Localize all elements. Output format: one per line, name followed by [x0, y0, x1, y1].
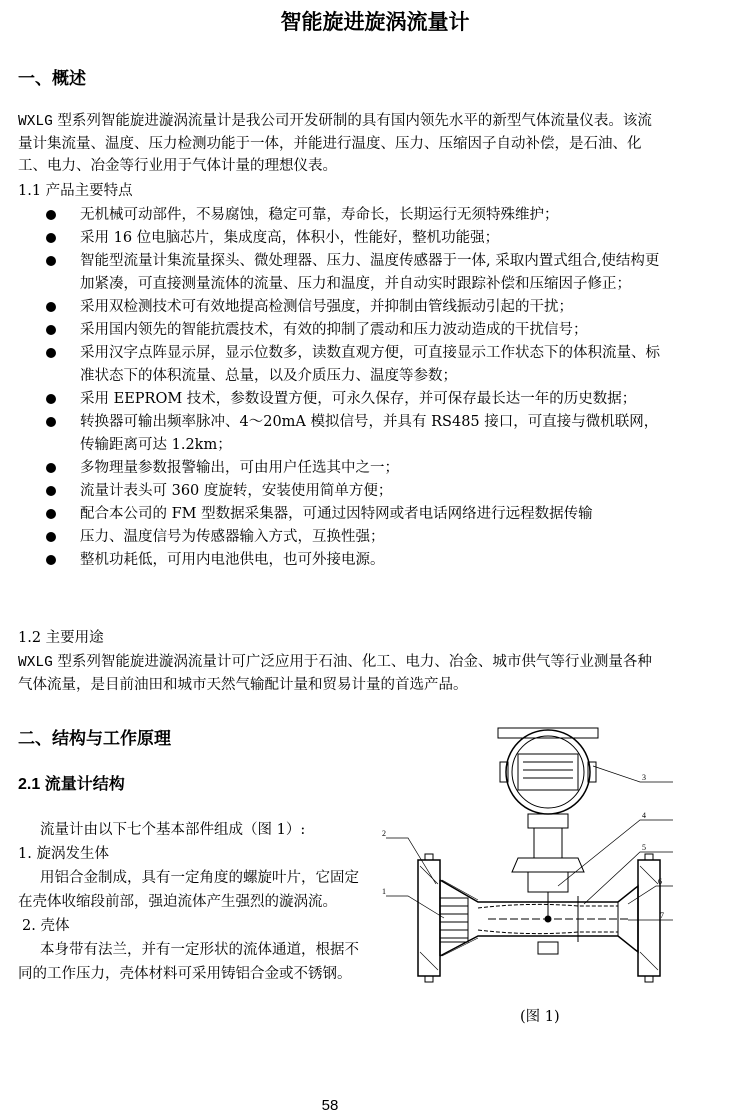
usage-text: 型系列智能旋进漩涡流量计可广泛应用于石油、化工、电力、冶金、城市供气等行业测量各种气体流量，是目前油田和城市天然气输配计量和贸易计量的首选产品。 [18, 654, 652, 693]
list-item: 多物理量参数报警输出，可由用户任选其中之一； [0, 457, 660, 480]
section-2-heading: 二、结构与工作原理 [18, 729, 171, 748]
neck [534, 828, 562, 858]
display-screen [518, 754, 578, 790]
part-2-title: 2. 壳体 [22, 918, 70, 934]
subsection-1-2-heading: 1.2 主要用途 [18, 630, 104, 646]
bullet-icon [46, 463, 56, 473]
list-item: 采用汉字点阵显示屏，显示位数多，读数直观方便，可直接显示工作状态下的体积流量、标准状态下的体积流量、总量，以及介质压力、温度等参数； [0, 342, 660, 388]
part-1-text: 用铝合金制成，具有一定角度的螺旋叶片，它固定在壳体收缩段前部，强迫流体产生强烈的漩涡流。 [18, 870, 359, 910]
diagram-label-1: 1 [382, 887, 386, 896]
list-item: 采用国内领先的智能抗震技术，有效的抑制了震动和压力波动造成的干扰信号； [0, 319, 660, 342]
neck-flange [512, 858, 584, 872]
swirler [440, 898, 468, 942]
list-item: 采用双检测技术可有效地提高检测信号强度，并抑制由管线振动引起的干扰； [0, 296, 660, 319]
list-item: 智能型流量计集流量探头、微处理器、压力、温度传感器于一体, 采取内置式组合,使结构更加紧凑，可直接测量流体的流量、压力和温度，并自动实时跟踪补偿和压缩因子修正； [0, 250, 660, 296]
flowmeter-diagram [378, 726, 678, 1016]
intro-paragraph [18, 110, 658, 177]
display-housing [506, 730, 590, 814]
page-number: 58 [321, 1097, 339, 1114]
list-item: 压力、温度信号为传感器输入方式，互换性强； [0, 526, 660, 549]
list-item: 流量计表头可 360 度旋转，安装使用简单方便； [0, 480, 660, 503]
bullet-icon [46, 348, 56, 358]
bullet-icon [46, 302, 56, 312]
bullet-icon [46, 233, 56, 243]
list-item: 采用 EEPROM 技术，参数设置方便，可永久保存，并可保存最长达一年的历史数据； [0, 388, 660, 411]
subsection-2-1-heading: 2.1 流量计结构 [18, 776, 125, 793]
usage-model: WXLG [18, 655, 53, 671]
left-flange [418, 860, 440, 976]
intro-model: WXLG [18, 114, 53, 130]
right-flange [638, 860, 660, 976]
list-item: 配合本公司的 FM 型数据采集器，可通过因特网或者电话网络进行远程数据传输 [0, 503, 660, 526]
neck-ring [528, 814, 568, 828]
usage-paragraph [18, 651, 658, 696]
diagram-label-4: 4 [642, 811, 646, 820]
bullet-icon [46, 325, 56, 335]
figure-caption: (图 1) [520, 1009, 560, 1025]
part-2-text: 本身带有法兰，并有一定形状的流体通道，根据不同的工作压力，壳体材料可采用铸铝合金或不锈钢。 [18, 942, 359, 982]
diagram-label-2: 2 [382, 829, 386, 838]
diagram-label-3: 3 [642, 773, 646, 782]
diagram-label-7: 7 [660, 911, 664, 920]
meter-body [440, 880, 638, 956]
list-item: 采用 16 位电脑芯片，集成度高，体积小，性能好，整机功能强； [0, 227, 660, 250]
part-1-title: 1. 旋涡发生体 [18, 846, 109, 862]
subsection-1-1-heading: 1.1 产品主要特点 [18, 183, 133, 199]
bullet-icon [46, 486, 56, 496]
feature-list [0, 204, 660, 572]
structure-text [18, 818, 363, 986]
bullet-icon [46, 394, 56, 404]
diagram-label-5: 5 [642, 843, 646, 852]
section-1-heading: 一、概述 [18, 69, 86, 88]
page-title: 智能旋进旋涡流量计 [280, 11, 470, 34]
diagram-label-6: 6 [658, 877, 662, 886]
structure-lead: 流量计由以下七个基本部件组成（图 1）: [40, 822, 306, 838]
bullet-icon [46, 210, 56, 220]
list-item: 无机械可动部件，不易腐蚀，稳定可靠，寿命长，长期运行无须特殊维护； [0, 204, 660, 227]
display-bezel [512, 736, 584, 808]
bullet-icon [46, 509, 56, 519]
list-item: 整机功耗低，可用内电池供电，也可外接电源。 [0, 549, 660, 572]
bullet-icon [46, 256, 56, 266]
list-item: 转换器可输出频率脉冲、4～20mA 模拟信号，并具有 RS485 接口，可直接与微机联网，传输距离可达 1.2km； [0, 411, 660, 457]
bullet-icon [46, 532, 56, 542]
intro-text: 型系列智能旋进漩涡流量计是我公司开发研制的具有国内领先水平的新型气体流量仪表。该流量计集流量、温度、压力检测功能于一体，并能进行温度、压力、压缩因子自动补偿，是石油、化工、电力、冶金等行业用于气体计量的理想仪表。 [18, 113, 652, 174]
bullet-icon [46, 417, 56, 427]
bullet-icon [46, 555, 56, 565]
